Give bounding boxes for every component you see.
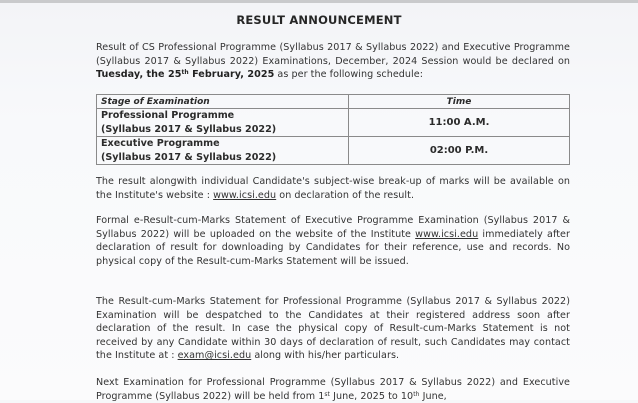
stage-syllabus: (Syllabus 2017 & Syllabus 2022): [101, 151, 277, 163]
website-link[interactable]: www.icsi.edu: [415, 228, 479, 240]
despatch-paragraph: [96, 295, 570, 363]
ordinal-suffix: st: [324, 390, 330, 398]
time-cell: 02:00 P.M.: [349, 137, 570, 165]
website-paragraph: [96, 175, 570, 202]
table-row: [97, 137, 570, 165]
declaration-date: [96, 69, 274, 80]
stage-cell: [97, 109, 349, 137]
stage-cell: [97, 137, 349, 165]
next-exam-text-mid: June, 2025 to 10: [329, 390, 414, 402]
ordinal-suffix: th: [413, 390, 420, 398]
website-text-end: on declaration of the result.: [276, 189, 415, 201]
stage-name: Professional Programme: [101, 110, 235, 121]
page-title: RESULT ANNOUNCEMENT: [236, 13, 402, 27]
column-header-stage: Stage of Examination: [97, 95, 349, 109]
next-exam-text: Next Examination for Professional Programme (Syllabus 2017 & Syllabus 2022) and Executive Programme (Syllabus 2022) will be held from 1: [96, 377, 570, 402]
date-ordinal-suffix: th: [181, 69, 189, 77]
table-row: [97, 109, 570, 137]
website-text: The result alongwith individual Candidate's subject-wise break-up of marks will be available on the Institute's website :: [96, 176, 570, 201]
despatch-text-end: along with his/her particulars.: [251, 350, 400, 362]
time-cell: 11:00 A.M.: [349, 109, 570, 137]
column-header-time: Time: [349, 95, 570, 109]
next-exam-text-end: June,: [419, 390, 447, 402]
table-header-row: [97, 95, 570, 109]
eresult-text-end: immediately after declaration of result for downloading by Candidates for their reference, use and records. No physical copy of the Result-cum-Marks Statement will be issued.: [96, 228, 570, 267]
next-exam-paragraph: [96, 376, 570, 403]
stage-syllabus: (Syllabus 2017 & Syllabus 2022): [101, 123, 277, 135]
intro-text-end: as per the following schedule:: [274, 69, 424, 81]
schedule-table: [96, 94, 570, 165]
intro-paragraph: [96, 41, 570, 82]
email-link[interactable]: exam@icsi.edu: [177, 350, 252, 362]
eresult-text: Formal e-Result-cum-Marks Statement of Executive Programme Examination (Syllabus 2017 & Syllabus 2022) will be uploaded on the website of the Institute: [96, 215, 570, 240]
eresult-paragraph: [96, 214, 570, 268]
document-page: [0, 3, 638, 400]
intro-text: Result of CS Professional Programme (Syllabus 2017 & Syllabus 2022) and Executive Programme (Syllabus 2017 & Syllabus 2022) Examinations, December, 2024 Session would be declared on: [96, 42, 570, 67]
declaration-date-month-year: February, 2025: [188, 69, 275, 81]
despatch-text: The Result-cum-Marks Statement for Professional Programme (Syllabus 2017 & Syllabus 2022) Examination will be despatched to the Candidates at their registered address soon after declaration of the result. In case the physical copy of Result-cum-Marks Statement is not received by any Candidate within 30 days of declaration of result, such Candidates may contact the Institute at :: [96, 296, 570, 362]
stage-name: Executive Programme: [101, 138, 220, 149]
declaration-date-day: Tuesday, the 25: [96, 69, 182, 81]
website-link[interactable]: www.icsi.edu: [213, 189, 277, 201]
